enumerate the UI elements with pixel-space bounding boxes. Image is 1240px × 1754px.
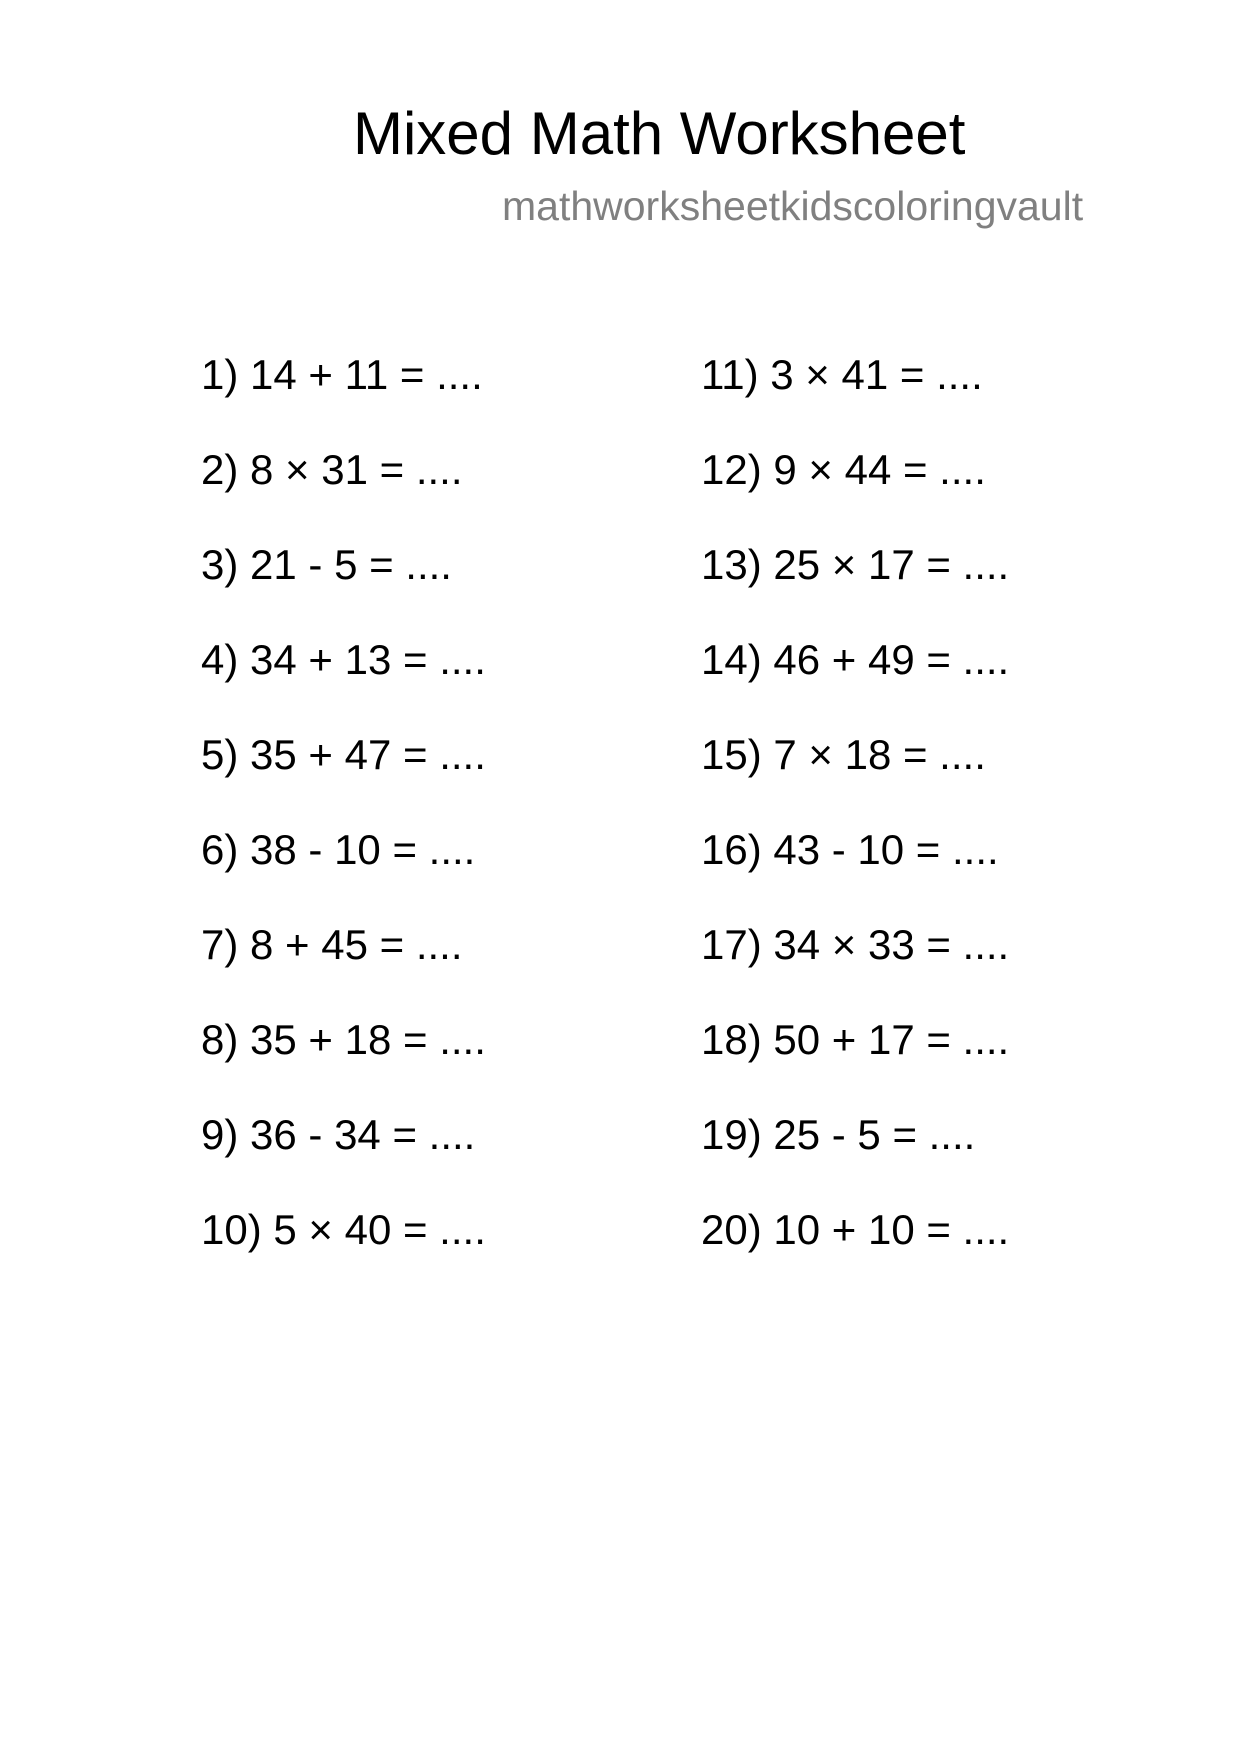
problem-list-right: [701, 351, 1010, 1304]
problem-number: 9): [201, 1111, 239, 1158]
problem-number: 19): [701, 1111, 762, 1158]
page-subtitle: mathworksheetkidscoloringvault: [502, 183, 1084, 229]
problem-number: 12): [701, 446, 762, 493]
problem-expression: 8 + 45 = ....: [250, 921, 463, 968]
problem-number: 2): [201, 446, 239, 493]
problem-expression: 21 - 5 = ....: [250, 541, 452, 588]
problem-expression: 43 - 10 = ....: [773, 826, 999, 873]
problem-item: [201, 731, 486, 829]
problem-number: 17): [701, 921, 762, 968]
problem-number: 18): [701, 1016, 762, 1063]
problem-expression: 25 × 17 = ....: [773, 541, 1010, 588]
problem-number: 1): [201, 351, 239, 398]
problem-item: [201, 446, 486, 544]
problem-number: 4): [201, 636, 239, 683]
problem-number: 5): [201, 731, 239, 778]
problem-expression: 8 × 31 = ....: [250, 446, 463, 493]
problem-item: [701, 1016, 1010, 1114]
problem-expression: 3 × 41 = ....: [770, 351, 983, 398]
problem-item: [201, 351, 486, 449]
problem-expression: 5 × 40 = ....: [273, 1206, 486, 1253]
problem-expression: 35 + 47 = ....: [250, 731, 486, 778]
problem-number: 10): [201, 1206, 262, 1253]
problem-expression: 38 - 10 = ....: [250, 826, 476, 873]
problem-item: [201, 1016, 486, 1114]
problem-list-left: [201, 351, 486, 1304]
problem-item: [201, 1206, 486, 1304]
problem-number: 8): [201, 1016, 239, 1063]
problem-item: [701, 541, 1010, 639]
problem-item: [201, 541, 486, 639]
problem-item: [701, 636, 1010, 734]
problem-item: [701, 731, 1009, 829]
problem-expression: 46 + 49 = ....: [773, 636, 1010, 683]
problem-expression: 9 × 44 = ....: [773, 446, 986, 493]
problem-item: [701, 826, 1009, 924]
problem-item: [201, 921, 486, 1019]
problem-item: [201, 636, 486, 734]
problem-number: 14): [701, 636, 762, 683]
problem-item: [701, 351, 1009, 449]
problem-expression: 36 - 34 = ....: [250, 1111, 476, 1158]
problem-expression: 50 + 17 = ....: [773, 1016, 1010, 1063]
problem-expression: 10 + 10 = ....: [773, 1206, 1010, 1253]
problem-expression: 7 × 18 = ....: [773, 731, 986, 778]
problem-item: [701, 1206, 1010, 1304]
problem-item: [701, 921, 1010, 1019]
problem-number: 7): [201, 921, 239, 968]
problem-number: 3): [201, 541, 239, 588]
page-title: Mixed Math Worksheet: [353, 100, 966, 167]
problem-number: 11): [701, 351, 759, 398]
problem-expression: 35 + 18 = ....: [250, 1016, 486, 1063]
problem-item: [701, 1111, 1009, 1209]
problem-number: 6): [201, 826, 239, 873]
problem-item: [201, 1111, 486, 1209]
problem-expression: 14 + 11 = ....: [250, 351, 483, 398]
problem-expression: 34 × 33 = ....: [773, 921, 1010, 968]
problem-number: 20): [701, 1206, 762, 1253]
problem-expression: 34 + 13 = ....: [250, 636, 486, 683]
problem-item: [201, 826, 486, 924]
problem-number: 15): [701, 731, 762, 778]
problem-item: [701, 446, 1009, 544]
problem-expression: 25 - 5 = ....: [773, 1111, 976, 1158]
problem-number: 16): [701, 826, 762, 873]
problem-number: 13): [701, 541, 762, 588]
